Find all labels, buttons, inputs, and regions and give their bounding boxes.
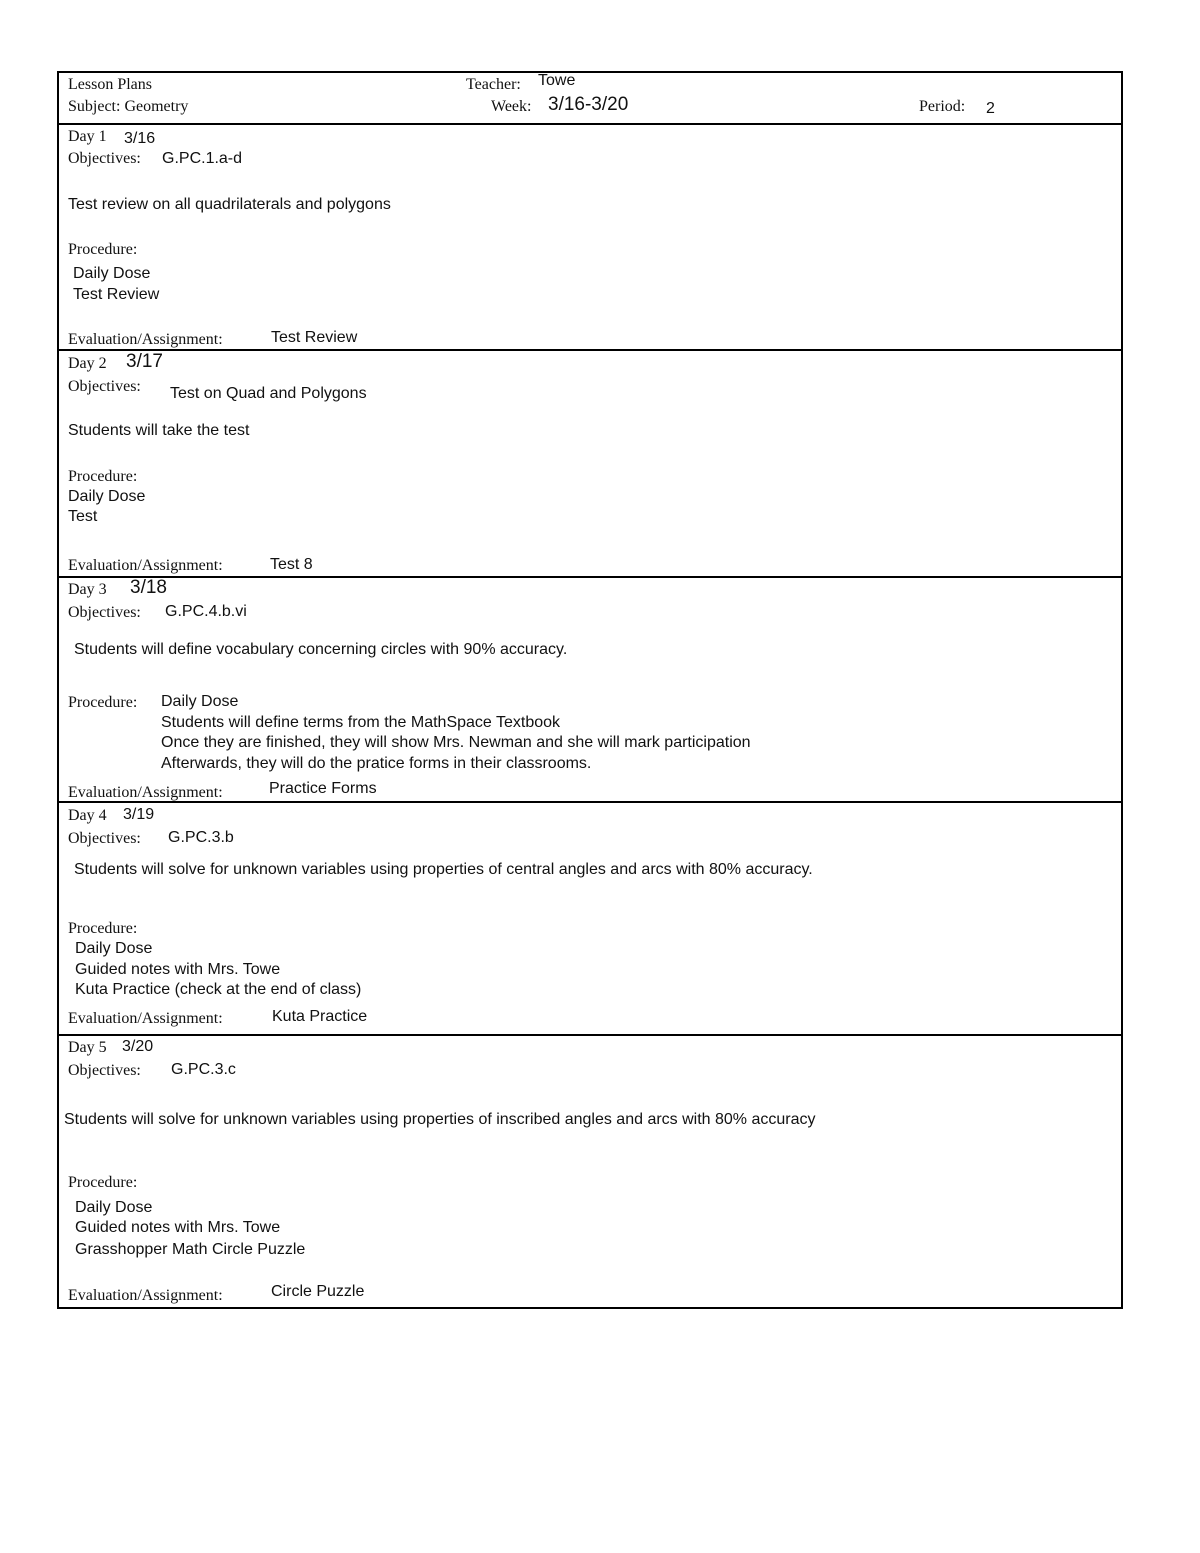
subject-label: Subject: Geometry bbox=[68, 98, 189, 115]
teacher-value: Towe bbox=[538, 72, 576, 89]
procedure-item: Once they are finished, they will show Mrs. Newman and she will mark participation bbox=[161, 734, 751, 751]
procedure-item: Daily Dose bbox=[73, 265, 151, 282]
objectives-label: Objectives: bbox=[68, 1062, 141, 1079]
objectives-label: Objectives: bbox=[68, 830, 141, 847]
procedure-item: Daily Dose bbox=[75, 940, 153, 957]
procedure-item: Students will define terms from the MathSpace Textbook bbox=[161, 714, 561, 731]
objectives-label: Objectives: bbox=[68, 378, 141, 395]
day-description: Students will define vocabulary concerning circles with 90% accuracy. bbox=[74, 641, 568, 658]
procedure-item: Daily Dose bbox=[68, 488, 146, 505]
period-label: Period: bbox=[919, 98, 966, 115]
procedure-item: Daily Dose bbox=[75, 1199, 153, 1216]
evaluation-value: Kuta Practice bbox=[272, 1008, 368, 1025]
evaluation-label: Evaluation/Assignment: bbox=[68, 331, 223, 348]
day-label: Day 2 bbox=[68, 355, 107, 372]
teacher-label: Teacher: bbox=[466, 76, 521, 93]
evaluation-value: Practice Forms bbox=[269, 780, 377, 797]
day-description: Test review on all quadrilaterals and polygons bbox=[68, 196, 391, 213]
procedure-item: Kuta Practice (check at the end of class) bbox=[75, 981, 362, 998]
procedure-label: Procedure: bbox=[68, 468, 138, 485]
week-value: 3/16-3/20 bbox=[548, 94, 629, 115]
procedure-label: Procedure: bbox=[68, 1174, 138, 1191]
day-date: 3/19 bbox=[123, 806, 155, 823]
week-label: Week: bbox=[491, 98, 532, 115]
procedure-label: Procedure: bbox=[68, 241, 138, 258]
procedure-label: Procedure: bbox=[68, 920, 138, 937]
day-label: Day 1 bbox=[68, 128, 107, 145]
procedure-item: Guided notes with Mrs. Towe bbox=[75, 1219, 281, 1236]
objectives-value: Test on Quad and Polygons bbox=[170, 385, 367, 402]
day-description: Students will solve for unknown variables using properties of inscribed angles and arcs with 80% accuracy bbox=[64, 1111, 816, 1128]
procedure-item: Grasshopper Math Circle Puzzle bbox=[75, 1241, 306, 1258]
objectives-value: G.PC.4.b.vi bbox=[165, 603, 247, 620]
procedure-label: Procedure: bbox=[68, 694, 138, 711]
evaluation-label: Evaluation/Assignment: bbox=[68, 1010, 223, 1027]
evaluation-value: Test 8 bbox=[270, 556, 313, 573]
objectives-label: Objectives: bbox=[68, 604, 141, 621]
evaluation-label: Evaluation/Assignment: bbox=[68, 784, 223, 801]
evaluation-label: Evaluation/Assignment: bbox=[68, 557, 223, 574]
day-label: Day 3 bbox=[68, 581, 107, 598]
procedure-item: Guided notes with Mrs. Towe bbox=[75, 961, 281, 978]
objectives-value: G.PC.3.c bbox=[171, 1061, 236, 1078]
day-label: Day 4 bbox=[68, 807, 107, 824]
objectives-label: Objectives: bbox=[68, 150, 141, 167]
lesson-plans-label: Lesson Plans bbox=[68, 76, 152, 93]
procedure-item: Test Review bbox=[73, 286, 160, 303]
evaluation-label: Evaluation/Assignment: bbox=[68, 1287, 223, 1304]
row-divider bbox=[57, 576, 1123, 578]
procedure-item: Afterwards, they will do the pratice forms in their classrooms. bbox=[161, 755, 592, 772]
objectives-value: G.PC.1.a-d bbox=[162, 150, 243, 167]
period-value: 2 bbox=[986, 100, 995, 117]
day-date: 3/18 bbox=[130, 577, 167, 598]
evaluation-value: Test Review bbox=[271, 329, 358, 346]
procedure-item: Test bbox=[68, 508, 98, 525]
day-date: 3/16 bbox=[124, 130, 156, 147]
evaluation-value: Circle Puzzle bbox=[271, 1283, 365, 1300]
procedure-item: Daily Dose bbox=[161, 693, 239, 710]
day-date: 3/17 bbox=[126, 351, 163, 372]
day-label: Day 5 bbox=[68, 1039, 107, 1056]
day-description: Students will solve for unknown variables using properties of central angles and arcs with 80% accuracy. bbox=[74, 861, 813, 878]
row-divider bbox=[57, 1034, 1123, 1036]
day-description: Students will take the test bbox=[68, 422, 250, 439]
row-divider bbox=[57, 123, 1123, 125]
day-date: 3/20 bbox=[122, 1038, 154, 1055]
objectives-value: G.PC.3.b bbox=[168, 829, 234, 846]
